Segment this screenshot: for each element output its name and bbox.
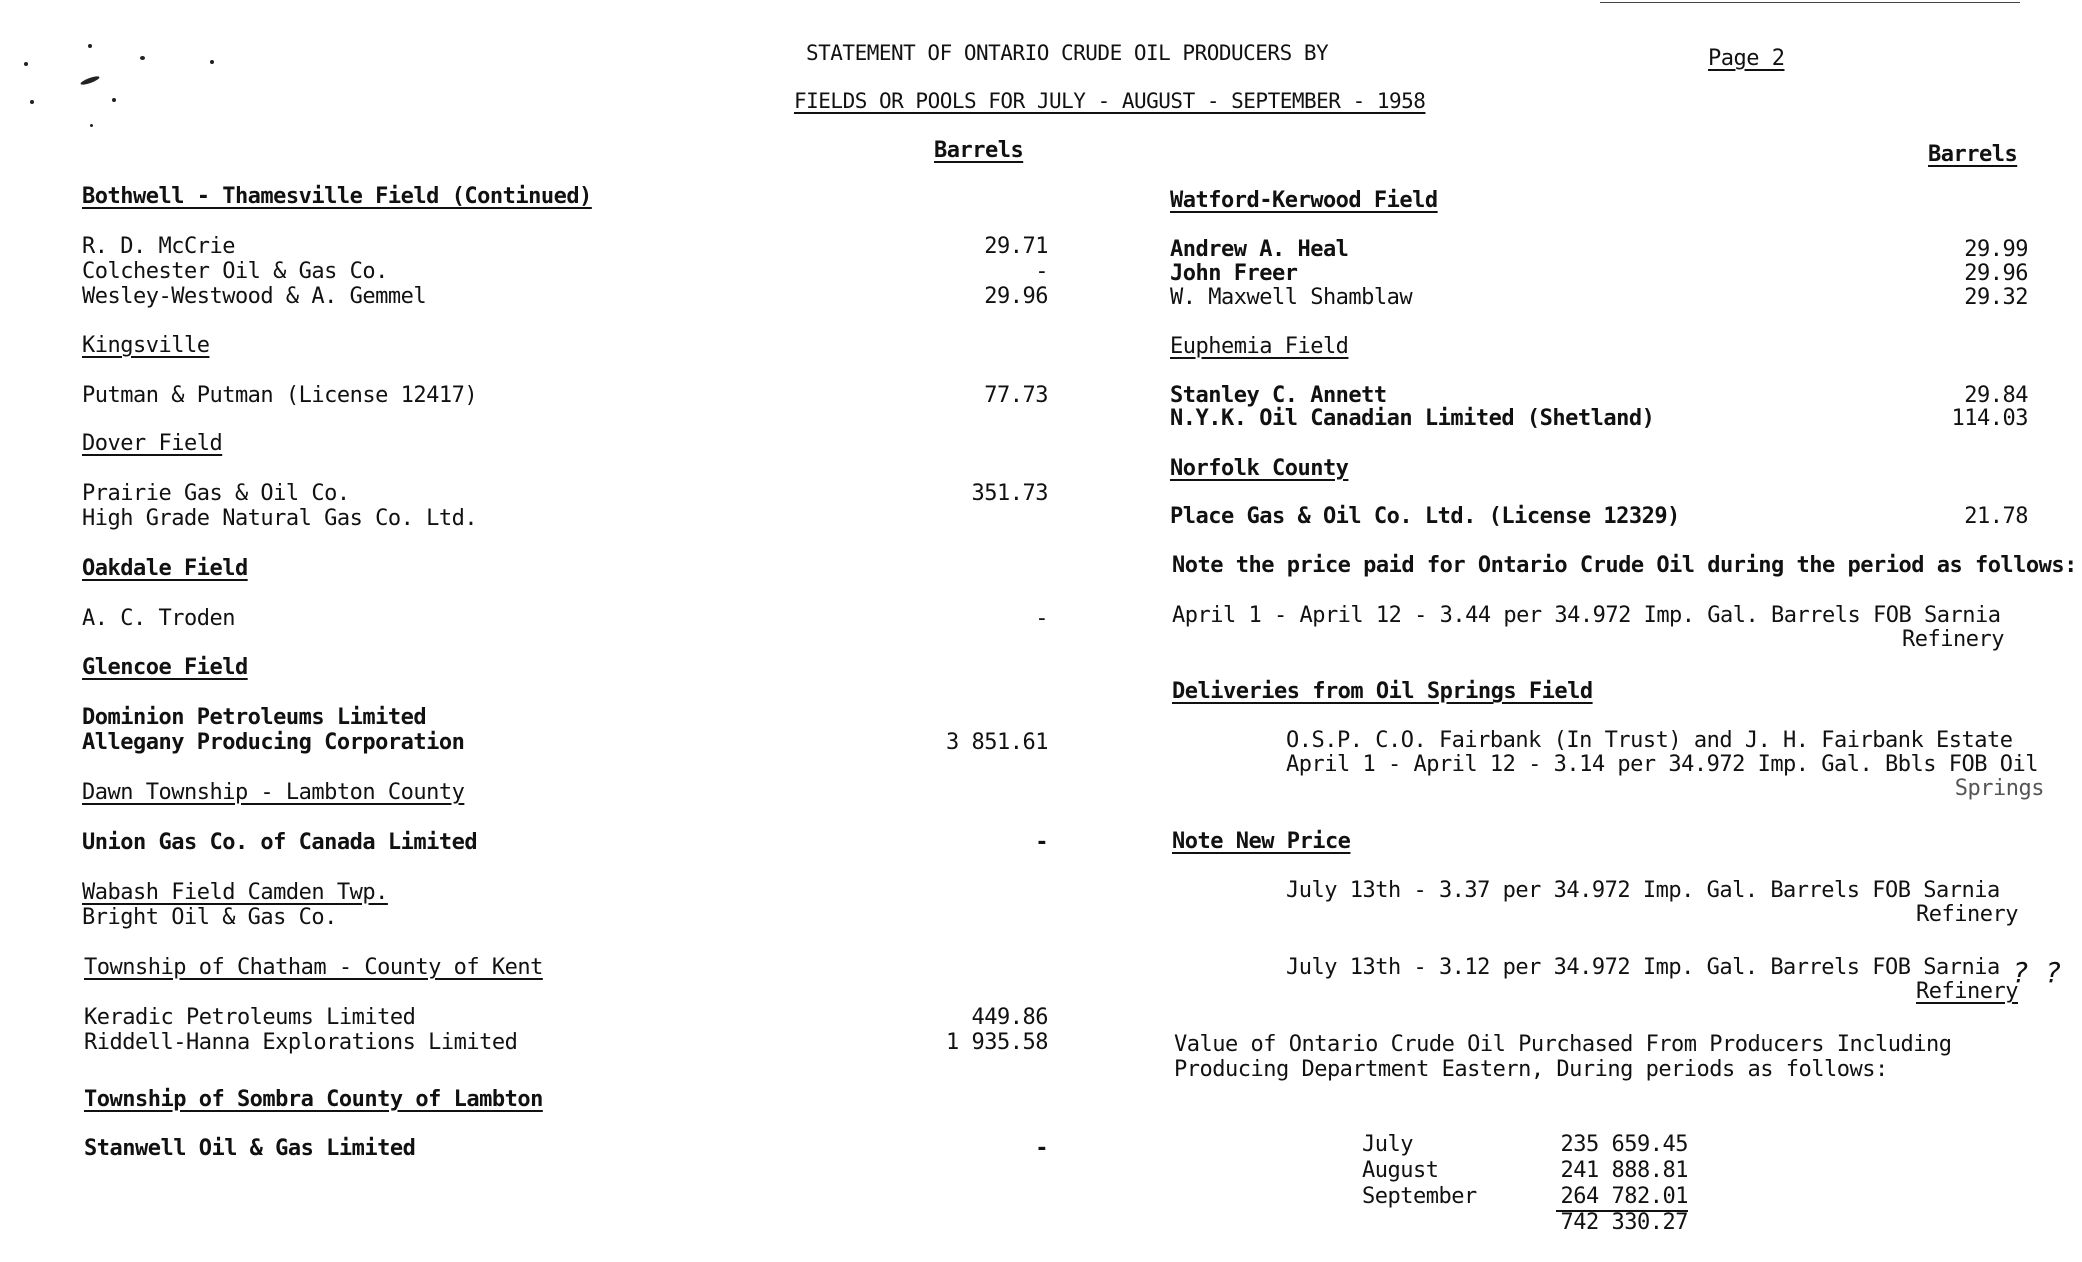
month-label: August	[1362, 1158, 1439, 1183]
document-title-line-2: FIELDS OR POOLS FOR JULY - AUGUST - SEPTEMBER - 1958	[794, 89, 1426, 113]
barrels-value: 29.32	[1964, 285, 2028, 310]
total-amount: 742 330.27	[1560, 1210, 1688, 1235]
value-description-line: Value of Ontario Crude Oil Purchased From Producers Including	[1174, 1032, 1952, 1057]
april-price-refinery: Refinery	[1902, 627, 2004, 652]
section-heading-dover: Dover Field	[82, 431, 223, 456]
deliveries-line: April 1 - April 12 - 3.14 per 34.972 Imp. Gal. Bbls FOB Oil	[1286, 752, 2038, 777]
section-heading-kingsville: Kingsville	[82, 333, 210, 358]
section-heading-oakdale: Oakdale Field	[82, 556, 248, 581]
new-price-refinery: Refinery	[1916, 979, 2018, 1004]
barrels-value: -	[1035, 1136, 1048, 1161]
barrels-value: 21.78	[1964, 504, 2028, 529]
section-heading-bothwell: Bothwell - Thamesville Field (Continued)	[82, 184, 592, 209]
month-label: July	[1362, 1132, 1413, 1157]
barrels-value: 1 935.58	[946, 1030, 1048, 1055]
producer-name: Bright Oil & Gas Co.	[82, 905, 337, 930]
section-heading-euphemia: Euphemia Field	[1170, 334, 1349, 359]
section-heading-wabash: Wabash Field Camden Twp.	[82, 880, 388, 905]
producer-name: Colchester Oil & Gas Co.	[82, 259, 388, 284]
new-price-refinery: Refinery	[1916, 902, 2018, 927]
barrels-value: 3 851.61	[946, 730, 1048, 755]
barrels-value: 29.96	[1964, 261, 2028, 286]
producer-name: Andrew A. Heal	[1170, 237, 1349, 262]
section-heading-new-price: Note New Price	[1172, 829, 1351, 854]
barrels-value: -	[1035, 830, 1048, 855]
producer-name: Prairie Gas & Oil Co.	[82, 481, 350, 506]
section-heading-norfolk: Norfolk County	[1170, 456, 1349, 481]
barrels-value: 29.96	[984, 284, 1048, 309]
section-heading-sombra: Township of Sombra County of Lambton	[84, 1087, 543, 1112]
document-title-line-1: STATEMENT OF ONTARIO CRUDE OIL PRODUCERS BY	[806, 41, 1329, 65]
scan-speck	[88, 44, 92, 48]
producer-name: Place Gas & Oil Co. Ltd. (License 12329)	[1170, 504, 1680, 529]
producer-name: John Freer	[1170, 261, 1298, 286]
price-note: Note the price paid for Ontario Crude Oil during the period as follows:	[1172, 553, 2077, 578]
new-price-line: July 13th - 3.12 per 34.972 Imp. Gal. Barrels FOB Sarnia	[1286, 955, 2000, 980]
scan-edge-line	[1600, 2, 2020, 3]
producer-name: Wesley-Westwood & A. Gemmel	[82, 284, 427, 309]
scan-speck	[210, 60, 214, 64]
scan-speck	[80, 75, 101, 87]
barrels-value: -	[1035, 606, 1048, 631]
producer-name: A. C. Troden	[82, 606, 235, 631]
producer-name: Union Gas Co. of Canada Limited	[82, 830, 478, 855]
month-amount: 235 659.45	[1560, 1132, 1688, 1157]
barrels-value: 29.84	[1964, 383, 2028, 408]
barrels-value: 351.73	[971, 481, 1048, 506]
section-heading-chatham: Township of Chatham - County of Kent	[84, 955, 543, 980]
month-label: September	[1362, 1184, 1477, 1209]
producer-name: Putman & Putman (License 12417)	[82, 383, 478, 408]
producer-name: Allegany Producing Corporation	[82, 730, 465, 755]
right-barrels-header: Barrels	[1928, 142, 2018, 167]
scan-speck	[140, 56, 145, 60]
barrels-value: -	[1035, 259, 1048, 284]
producer-name: R. D. McCrie	[82, 234, 235, 259]
page-number: Page 2	[1708, 46, 1785, 71]
april-price-line: April 1 - April 12 - 3.44 per 34.972 Imp. Gal. Barrels FOB Sarnia	[1172, 603, 2001, 628]
month-amount: 241 888.81	[1560, 1158, 1688, 1183]
barrels-value: 29.71	[984, 234, 1048, 259]
scan-speck	[112, 98, 116, 102]
producer-name: Keradic Petroleums Limited	[84, 1005, 416, 1030]
value-description-line: Producing Department Eastern, During periods as follows:	[1174, 1057, 1888, 1082]
month-amount: 264 782.01	[1560, 1184, 1688, 1209]
barrels-value: 449.86	[971, 1005, 1048, 1030]
producer-name: Stanley C. Annett	[1170, 383, 1387, 408]
barrels-value: 114.03	[1951, 406, 2028, 431]
new-price-line: July 13th - 3.37 per 34.972 Imp. Gal. Barrels FOB Sarnia	[1286, 878, 2000, 903]
section-heading-oil-springs-deliveries: Deliveries from Oil Springs Field	[1172, 679, 1593, 704]
producer-name: W. Maxwell Shamblaw	[1170, 285, 1413, 310]
left-barrels-header: Barrels	[934, 138, 1024, 163]
producer-name: N.Y.K. Oil Canadian Limited (Shetland)	[1170, 406, 1655, 431]
handwritten-margin-note: ? ?	[2012, 956, 2062, 989]
barrels-value: 29.99	[1964, 237, 2028, 262]
barrels-value: 77.73	[984, 383, 1048, 408]
scan-speck	[30, 100, 34, 104]
producer-name: Dominion Petroleums Limited	[82, 705, 427, 730]
producer-name: Stanwell Oil & Gas Limited	[84, 1136, 416, 1161]
deliveries-line: Springs	[1954, 776, 2044, 801]
producer-name: High Grade Natural Gas Co. Ltd.	[82, 506, 478, 531]
scan-speck	[90, 124, 93, 127]
section-heading-watford-kerwood: Watford-Kerwood Field	[1170, 188, 1438, 213]
producer-name: Riddell-Hanna Explorations Limited	[84, 1030, 518, 1055]
scan-speck	[24, 62, 28, 66]
section-heading-dawn-township: Dawn Township - Lambton County	[82, 780, 465, 805]
deliveries-line: O.S.P. C.O. Fairbank (In Trust) and J. H. Fairbank Estate	[1286, 728, 2013, 753]
section-heading-glencoe: Glencoe Field	[82, 655, 248, 680]
